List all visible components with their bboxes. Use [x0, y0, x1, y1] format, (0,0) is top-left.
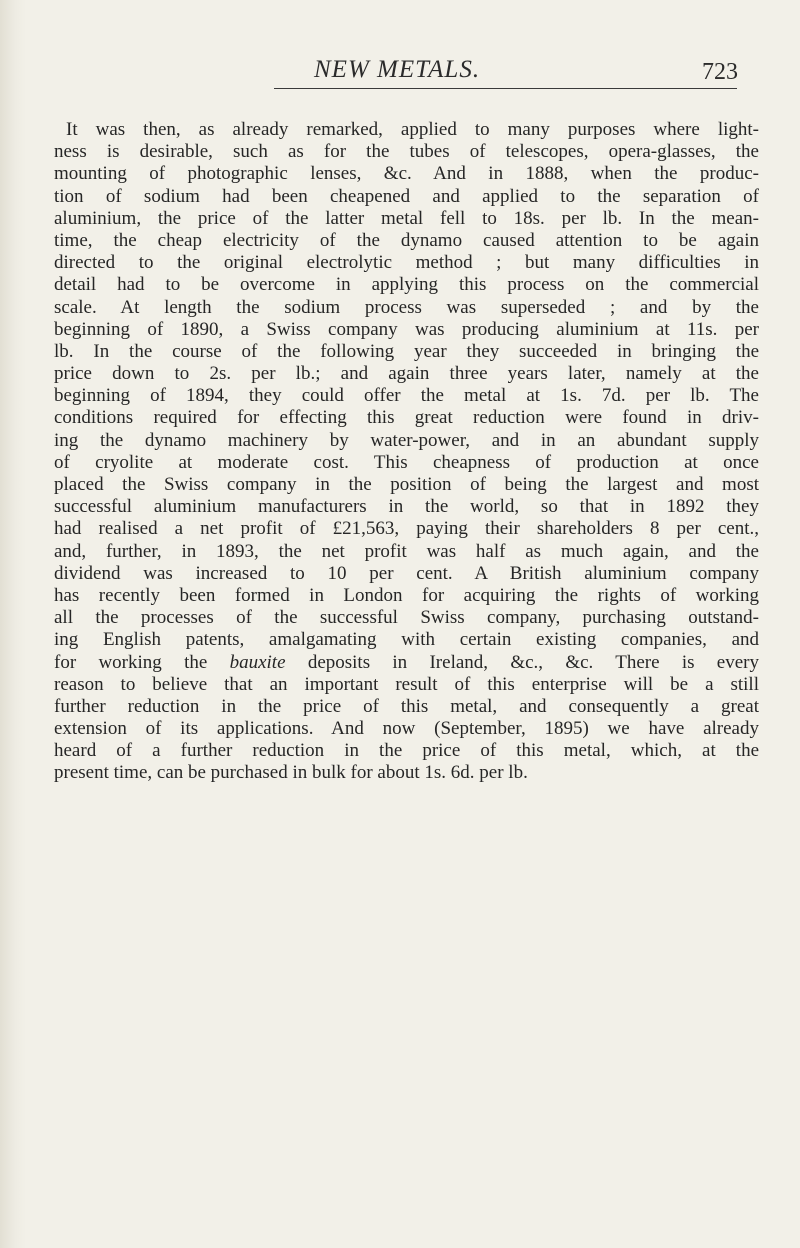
text-line — [54, 652, 759, 674]
text-line: had realised a net profit of £21,563, paying their shareholders 8 per cent., — [54, 518, 759, 540]
page-number: 723 — [702, 59, 738, 85]
text-line: all the processes of the successful Swiss company, purchasing outstand- — [54, 607, 759, 629]
text-line: time, the cheap electricity of the dynamo caused attention to be again — [54, 229, 759, 251]
text-line: It was then, as already remarked, applied to many purposes where light- — [66, 119, 759, 140]
text-line: successful aluminium manufacturers in the world, so that in 1892 they — [54, 496, 759, 518]
text-line: directed to the original electrolytic method ; but many difficulties in — [54, 252, 759, 274]
text-line: placed the Swiss company in the position of being the largest and most — [54, 474, 759, 495]
text-line: of cryolite at moderate cost. This cheapness of production at once — [54, 451, 759, 473]
text-line: price down to 2s. per lb.; and again three years later, namely at the — [54, 363, 759, 385]
text-line: and, further, in 1893, the net profit was half as much again, and the — [54, 540, 759, 562]
text-line: present time, can be purchased in bulk for about 1s. 6d. per lb. — [54, 762, 528, 784]
text-line: lb. In the course of the following year they succeeded in bringing the — [54, 340, 759, 362]
text-line: dividend was increased to 10 per cent. A British aluminium company — [54, 562, 759, 584]
text-line: detail had to be overcome in applying this process on the commercial — [54, 274, 759, 296]
text-segment: for working the — [54, 651, 230, 673]
text-line: reason to believe that an important result of this enterprise will be a still — [54, 673, 759, 695]
text-line: beginning of 1894, they could offer the metal at 1s. 7d. per lb. The — [54, 385, 759, 407]
body-paragraph — [54, 119, 759, 785]
page-gutter-shadow — [0, 0, 26, 1248]
italic-term: bauxite — [229, 651, 286, 673]
text-line: ing English patents, amalgamating with certain existing companies, and — [54, 629, 759, 651]
text-segment: deposits in Ireland, &c., &c. There is every — [285, 651, 759, 673]
text-line: ing the dynamo machinery by water-power, and in an abundant supply — [54, 429, 759, 451]
text-line: conditions required for effecting this great reduction were found in driv- — [54, 407, 759, 429]
text-line: scale. At length the sodium process was superseded ; and by the — [54, 296, 759, 318]
running-head — [274, 52, 758, 100]
text-line: aluminium, the price of the latter metal fell to 18s. per lb. In the mean- — [54, 207, 759, 229]
header-rule — [274, 88, 737, 89]
text-line: extension of its applications. And now (September, 1895) we have already — [54, 718, 759, 740]
text-line: mounting of photographic lenses, &c. And in 1888, when the produc- — [54, 163, 759, 185]
text-line: beginning of 1890, a Swiss company was producing aluminium at 11s. per — [54, 318, 759, 340]
text-line: tion of sodium had been cheapened and applied to the separation of — [54, 185, 759, 207]
text-line: further reduction in the price of this metal, and consequently a great — [54, 695, 759, 717]
running-title: NEW METALS. — [314, 56, 481, 83]
text-line: heard of a further reduction in the price of this metal, which, at the — [54, 740, 759, 762]
text-line: has recently been formed in London for acquiring the rights of working — [54, 584, 759, 606]
text-line: ness is desirable, such as for the tubes of telescopes, opera-glasses, the — [54, 141, 759, 163]
